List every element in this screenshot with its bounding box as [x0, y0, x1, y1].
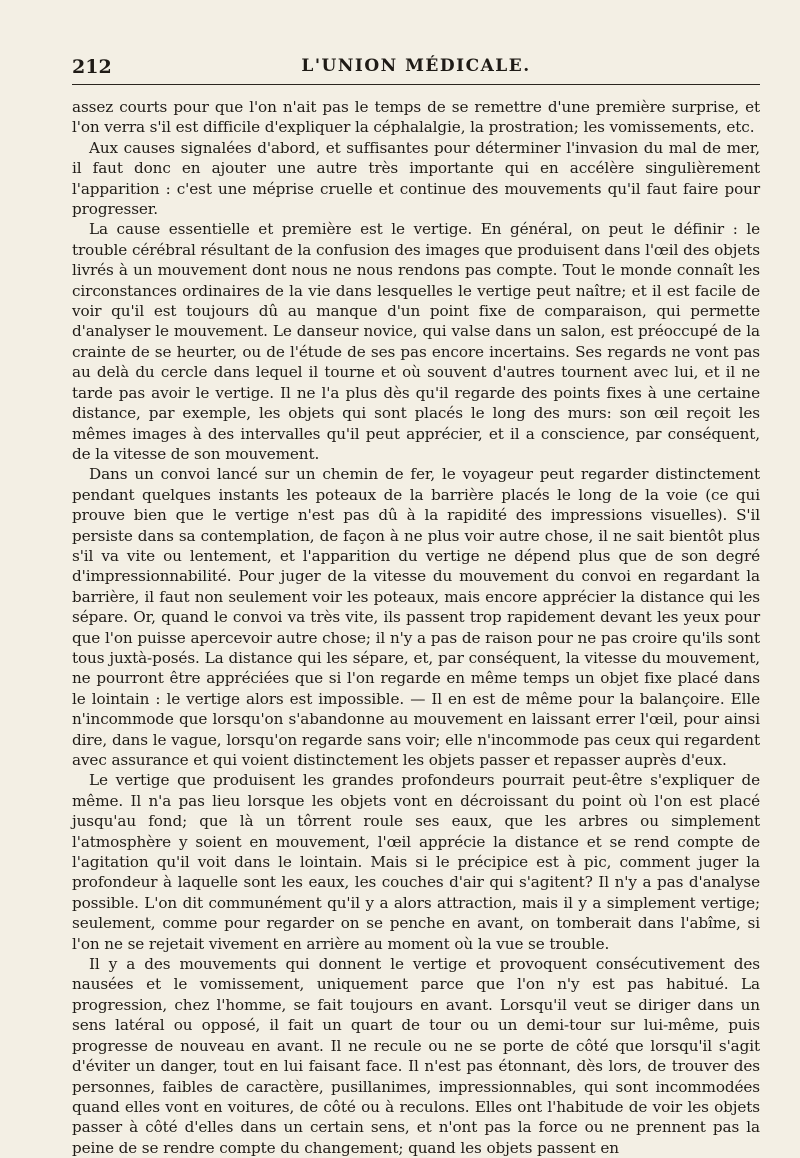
paragraph: Aux causes signalées d'abord, et suffisantes pour déterminer l'invasion du mal de mer, il faut donc en ajouter une autre très importante qui en accélère singulièrement l'apparition : c'est une méprise cruelle et continue des mouvements qu'il faut faire pour progresser. [72, 138, 760, 219]
paragraph: Le vertige que produisent les grandes profondeurs pourrait peut-être s'expliquer de même. Il n'a pas lieu lorsque les objets vont en décroissant du point où l'on est placé jusqu'au fond; que là un tôrrent roule ses eaux, que les arbres ou simplement l'atmosphère y soient en mouvement, l'œil apprécie la distance et se rend compte de l'agitation qu'il voit dans le lointain. Mais si le précipice est à pic, comment juger la profondeur à laquelle sont les eaux, les couches d'air qui s'agitent? Il n'y a pas d'analyse possible. L'on dit communément qu'il y a alors attraction, mais il y a simplement vertige; seulement, comme pour regarder on se penche en avant, on tomberait dans l'abîme, si l'on ne se rejetait vivement en arrière au moment où la vue se trouble. [72, 771, 760, 953]
article-body [72, 97, 760, 1158]
page-header [72, 52, 760, 78]
paragraph: assez courts pour que l'on n'ait pas le temps de se remettre d'une première surprise, et l'on verra s'il est difficile d'expliquer la céphalalgie, la prostration; les vomissements, etc. [72, 98, 760, 137]
paragraph: La cause essentielle et première est le vertige. En général, on peut le définir : le trouble cérébral résultant de la confusion des images que produisent dans l'œil des objets livrés à un mouvement dont nous ne nous rendons pas compte. Tout le monde connaît les circonstances ordinaires de la vie dans lesquelles le vertige peut naître; et il est facile de voir qu'il est toujours dû au manque d'un point fixe de comparaison, qui permette d'analyser le mouvement. Le danseur novice, qui valse dans un salon, est préoccupé de la crainte de se heurter, ou de l'étude de ses pas encore incertains. Ses regards ne vont pas au delà du cercle dans lequel il tourne et où souvent d'autres tournent avec lui, et il ne tarde pas avoir le vertige. Il ne l'a plus dès qu'il regarde des points fixes à une certaine distance, par exemple, les objets qui sont placés le long des murs: son œil reçoit les mêmes images à des intervalles qu'il peut apprécier, et il a conscience, par conséquent, de la vitesse de son mouvement. [72, 220, 760, 463]
page-number: 212 [72, 56, 112, 78]
paragraph: Dans un convoi lancé sur un chemin de fer, le voyageur peut regarder distinctement pendant quelques instants les poteaux de la barrière placés le long de la voie (ce qui prouve bien que le vertige n'est pas dû à la rapidité des impressions visuelles). S'il persiste dans sa contemplation, de façon à ne plus voir autre chose, il ne sait bientôt plus s'il va vite ou lentement, et l'apparition du vertige ne dépend plus que de son degré d'impressionnabilité. Pour juger de la vitesse du mouvement du convoi en regardant la barrière, il faut non seulement voir les poteaux, mais encore apprécier la distance qui les sépare. Or, quand le convoi va très vite, ils passent trop rapidement devant les yeux pour que l'on puisse apercevoir autre chose; il n'y a pas de raison pour ne pas croire qu'ils sont tous juxtà-posés. La distance qui les sépare, et, par conséquent, la vitesse du mouvement, ne pourront être appréciées que si l'on regarde en même temps un objet fixe placé dans le lointain : le vertige alors est impossible. — Il en est de même pour la balançoire. Elle n'incommode que lorsqu'on s'abandonne au mouvement en laissant errer l'œil, pour ainsi dire, dans le vague, lorsqu'on regarde sans voir; elle n'incommode pas ceux qui regardent avec assurance et qui voient distinctement les objets passer et repasser auprès d'eux. [72, 465, 760, 769]
paragraph: Il y a des mouvements qui donnent le vertige et provoquent consécutivement des nausées et le vomissement, uniquement parce que l'on n'y est pas habitué. La progression, chez l'homme, se fait toujours en avant. Lorsqu'il veut se diriger dans un sens latéral ou opposé, il fait un quart de tour ou un demi-tour sur lui-même, puis progresse de nouveau en avant. Il ne recule ou ne se porte de côté que lorsqu'il s'agit d'éviter un danger, tout en lui faisant face. Il n'est pas étonnant, dès lors, de trouver des personnes, faibles de caractère, pusillanimes, impressionnables, qui sont incommodées quand elles vont en voitures, de côté ou à reculons. Elles ont l'habitude de voir les objets passer à côté d'elles dans un certain sens, et n'ont pas la force ou ne prennent pas la peine de se rendre compte du changement; quand les objets passent en [72, 955, 760, 1157]
running-title: L'UNION MÉDICALE. [301, 56, 531, 76]
header-rule [72, 84, 760, 85]
